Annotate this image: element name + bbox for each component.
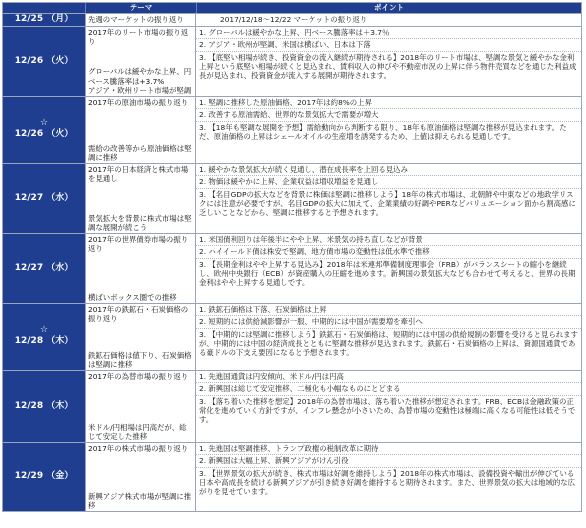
table-row bbox=[3, 26, 581, 96]
point-item: 2. ハイイールド債は株安で堅調、地方債市場の変動性は低水準で推移 bbox=[196, 245, 581, 257]
theme-summary: 新興アジア株式市場が堅調に推移 bbox=[88, 491, 192, 510]
row-points bbox=[195, 234, 581, 303]
point-item: 2. 改善する原油需給、世界的な景気拡大で需要が増大 bbox=[196, 108, 581, 120]
theme-summary: 米ドル/円相場は円高だが、総じて安定した推移 bbox=[88, 422, 187, 441]
theme-summary: 横ばいボックス圏での推移 bbox=[88, 292, 177, 302]
point-item: 2. 短期的には供給減影響が一服、中期的には中国が需要増を牽引へ bbox=[196, 315, 581, 327]
point-item: 1. 先進国通貨は円安傾向、米ドル/円は円高 bbox=[199, 372, 344, 381]
header-point: ポイント bbox=[196, 3, 581, 13]
row-theme bbox=[85, 234, 195, 303]
header-theme: テーマ bbox=[85, 3, 196, 13]
theme-title: 2017年の株式市場の振り返り bbox=[88, 444, 189, 453]
point-item: 3. 【18年も堅調な展開を予想】需給動向から判断する限り、18年も原油価格は堅調な推移が見込まれます。ただ、原油価格の上昇はシェールオイルの生産増を誘発するため、上値は抑えられる見通しです。 bbox=[196, 121, 581, 143]
theme-summary: 景気拡大を背景に株式市場は堅調な展開が続こう bbox=[88, 213, 192, 232]
theme-title: 先週のマーケットの振り返り bbox=[88, 15, 184, 24]
point-item: 3. 【底堅い相場が続き、投資資金の流入継続が期待される】2018年のリート市場は、堅調な景気と緩やかな金利上昇という底堅い相場が続くと見込まれ、賃料収入の伸びや不動産市況の上昇に伴う物件売買などを通じた利益成長が見込まれ、投資資金が流入する展開が期待されます。 bbox=[196, 51, 581, 82]
point-item: 3. 【長期金利はやや上昇する見込み】2018年は米連邦準備制度理事会（FRB）がバランスシートの縮小を継続し、欧州中央銀行（ECB）が資産購入の圧縮を進めます。新興国の景気拡大なども合わせて考えると、世界の長期金利はやや上昇する見通しです。 bbox=[196, 258, 581, 289]
date-label: 12/27 （水） bbox=[14, 192, 74, 203]
point-item: 1. 先進国は堅調推移、トランプ政権の税制改革に期待 bbox=[199, 444, 379, 453]
row-date bbox=[3, 14, 85, 26]
table-header bbox=[3, 3, 581, 13]
point-item: 3. 【世界景気の拡大が続き、株式市場は好調を維持しよう】2018年の株式市場は、設備投資や輸出が伸びている日本や高成長を続ける新興アジアが引き続き好調を維持すると期待されます。また、世界景気の拡大は地域的な広がりを見せています。 bbox=[196, 467, 581, 498]
theme-title: 2017年の為替市場の振り返り bbox=[88, 372, 189, 381]
point-item: 2. アジア・欧州が堅調、米国は横ばい、日本は下落 bbox=[196, 38, 581, 50]
row-theme bbox=[85, 164, 195, 233]
table-row bbox=[3, 442, 581, 511]
row-theme bbox=[85, 304, 195, 370]
schedule-table bbox=[2, 2, 582, 512]
row-date bbox=[3, 97, 85, 163]
row-theme bbox=[85, 443, 195, 511]
date-label: 12/25 （月） bbox=[14, 14, 74, 25]
row-points bbox=[195, 27, 581, 96]
row-date bbox=[3, 371, 85, 442]
date-label: 12/26 （火） bbox=[14, 55, 74, 66]
row-theme bbox=[85, 14, 195, 26]
table-row bbox=[3, 233, 581, 303]
theme-title: 2017年の鉄鉱石・石炭価格の振り返り bbox=[88, 305, 189, 324]
point-item: 2. 物価は緩やかに上昇、企業収益は増収増益を見通し bbox=[196, 175, 581, 187]
point-item: 2. 新興国は総じて安定推移、二極化も小幅なものにとどまる bbox=[196, 382, 581, 394]
theme-title: 2017年のリート市場の振り返り bbox=[88, 28, 189, 47]
row-points bbox=[195, 304, 581, 370]
row-theme bbox=[85, 97, 195, 163]
row-points bbox=[195, 14, 581, 26]
table-row bbox=[3, 370, 581, 442]
date-label: 12/28 （木） bbox=[14, 336, 74, 347]
row-points bbox=[195, 371, 581, 442]
theme-title: 2017年の日本経済と株式市場を見通し bbox=[88, 165, 189, 184]
row-theme bbox=[85, 371, 195, 442]
date-label: 12/28 （木） bbox=[14, 400, 74, 411]
theme-title: 2017年の世界債券市場の振り返り bbox=[88, 235, 189, 254]
point-item: 1. 堅調に推移した原油価格、2017年は約8%の上昇 bbox=[199, 98, 372, 107]
point-item: 2. 新興国は大幅上昇、新興アジアがけん引役 bbox=[196, 454, 581, 466]
row-date bbox=[3, 164, 85, 233]
row-date bbox=[3, 443, 85, 511]
theme-summary: 需給の改善等から原油価格は堅調に推移 bbox=[88, 143, 192, 162]
table-row bbox=[3, 13, 581, 26]
star-icon: ☆ bbox=[39, 118, 49, 129]
theme-summary: 鉄鉱石価格は値下り、石炭価格は堅調に推移 bbox=[88, 350, 192, 369]
point-item: 3. 【中期的には堅調に推移しよう】鉄鉱石・石炭価格は、短期的には中国の供給規制の影響を受けると見られますが、中期的には中国の経済成長とともに堅調な推移が見込まれます。鉄鉱石・石炭価格の上昇は、資源国通貨である豪ドルの下支え要因になると予想されます。 bbox=[196, 328, 581, 359]
point-item: 1. グローバルは緩やかな上昇、円ベース騰落率は＋3.7％ bbox=[199, 28, 390, 37]
table-row bbox=[3, 163, 581, 233]
header-date bbox=[3, 3, 85, 13]
date-label: 12/29 （金） bbox=[14, 471, 74, 482]
table-row bbox=[3, 96, 581, 163]
row-points bbox=[195, 164, 581, 233]
table-row bbox=[3, 303, 581, 370]
row-points bbox=[195, 443, 581, 511]
point-item: 2017/12/18～12/22 マーケットの振り返り bbox=[220, 15, 368, 24]
point-item: 3. 【落ち着いた推移を想定】2018年の為替市場は、落ち着いた推移が想定されます。FRB、ECBは金融政策の正常化を進めていく方針ですが、インフレ懸念が小さいため、為替市場の変動性は極端に高くなる可能性は低そうです。 bbox=[196, 395, 581, 426]
row-points bbox=[195, 97, 581, 163]
point-item: 3. 【名目GDPの拡大などを背景に株価は堅調に推移しよう】18年の株式市場は、北朝鮮や中東などの地政学リスクには注意が必要ですが、名目GDPの拡大に加えて、企業業績の好調やPERなどバリュエーション面から割高感に乏しいことなどから、堅調に推移すると予想されます。 bbox=[196, 188, 581, 219]
point-item: 1. 緩やかな景気拡大が続く見通し、潜在成長率を上回る見込み bbox=[199, 165, 408, 174]
star-icon: ☆ bbox=[39, 325, 49, 336]
date-label: 12/27 （水） bbox=[14, 262, 74, 273]
point-item: 1. 米国債利回りは年後半にやや上昇、米景気の持ち直しなどが背景 bbox=[199, 235, 423, 244]
theme-summary: グローバルは緩やかな上昇、円ベース騰落率は+3.7% アジア・欧州リート市場が堅調 bbox=[88, 67, 192, 95]
row-date bbox=[3, 234, 85, 303]
theme-title: 2017年の原油市場の振り返り bbox=[88, 98, 189, 107]
date-label: 12/26 （火） bbox=[14, 129, 74, 140]
point-item: 1. 鉄鉱石価格は下落、石炭価格は上昇 bbox=[199, 305, 327, 314]
row-date bbox=[3, 304, 85, 370]
row-date bbox=[3, 27, 85, 96]
row-theme bbox=[85, 27, 195, 96]
